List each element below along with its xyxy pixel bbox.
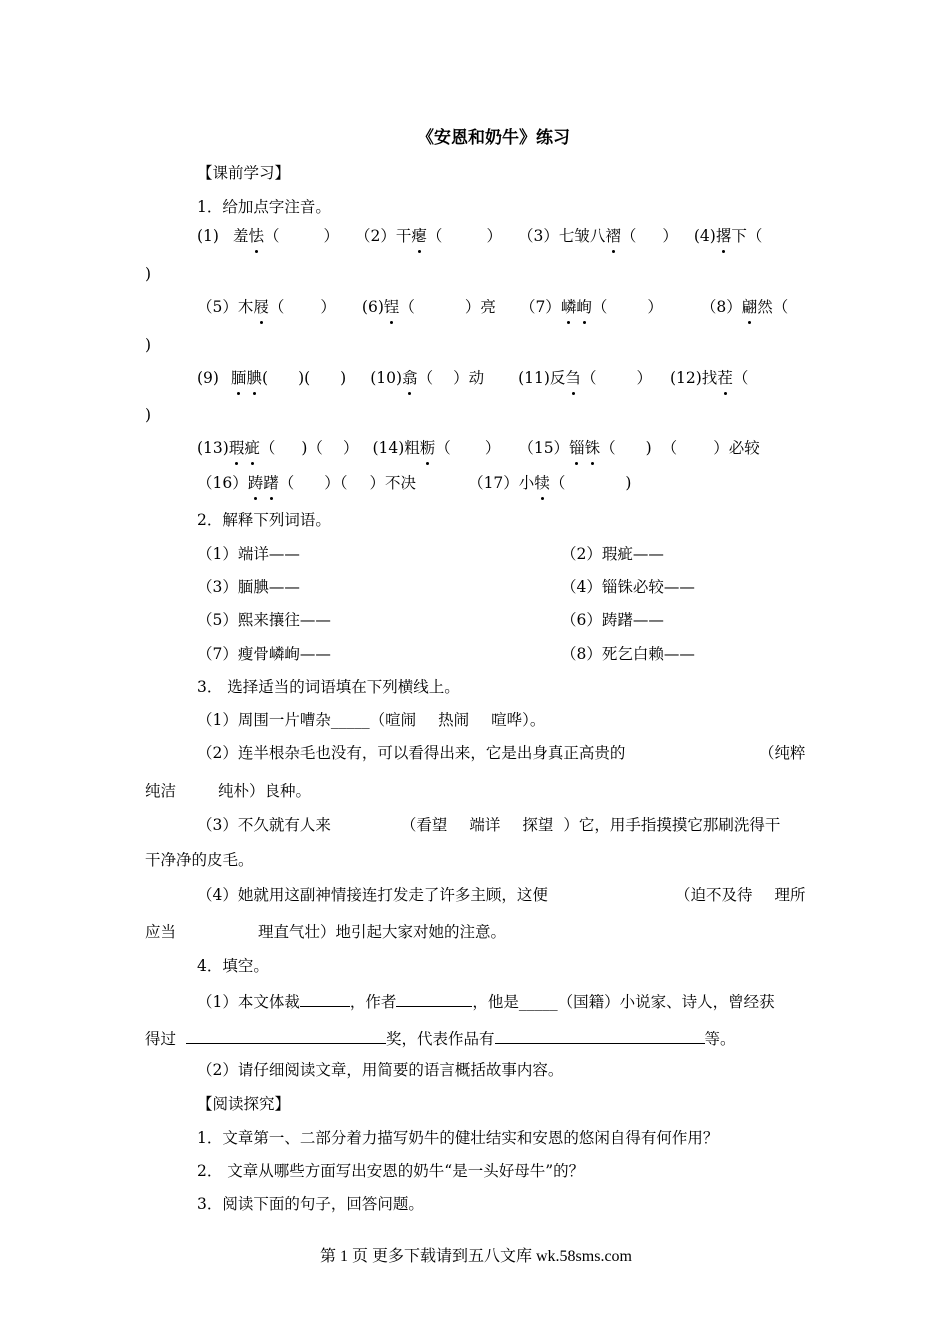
q1-text: （2）干 bbox=[355, 227, 412, 245]
q1-text: （8） bbox=[700, 298, 742, 316]
q1-dotted-char: 撂 bbox=[715, 227, 732, 245]
q1-text: （ bbox=[264, 227, 280, 245]
q3-sentence-1 bbox=[197, 710, 545, 730]
q1-text: ） bbox=[486, 227, 502, 245]
q1-dotted-char: 屐 bbox=[253, 298, 269, 316]
section-heading-pre-study: 【课前学习】 bbox=[197, 164, 291, 182]
q2-item: （7）瘦骨嶙峋—— bbox=[197, 645, 331, 663]
q1-text: （ bbox=[549, 474, 566, 492]
q3-sentence-2: （2）连半根杂毛也没有，可以看得出来，它是出身真正高贵的 bbox=[197, 744, 626, 762]
q1-text: )( bbox=[298, 369, 311, 387]
q3-text: （3）不久就有人来 bbox=[197, 816, 331, 834]
q4-text: ，作者 bbox=[349, 993, 397, 1011]
q1-text: ) bbox=[340, 369, 347, 387]
q1-text: ） bbox=[647, 298, 663, 316]
q3-sentence-3-wrap: 干净净的皮毛。 bbox=[145, 851, 254, 869]
q3-text: ）它，用手指摸摸它那刷洗得干 bbox=[563, 816, 781, 834]
q1-text: （3）七皱八 bbox=[517, 227, 606, 245]
q1-text: （ bbox=[661, 439, 678, 457]
q1-text: （17）小 bbox=[468, 474, 535, 492]
q1-dotted-char: 腆 bbox=[246, 369, 262, 387]
q3-sentence-4: （4）她就用这副神情接连打发走了许多主顾，这便 bbox=[197, 886, 548, 904]
q1-text: （ bbox=[259, 439, 276, 457]
q1-dotted-char: 峋 bbox=[576, 298, 592, 316]
q1-text: (4) bbox=[693, 227, 716, 245]
answer-blank[interactable]: _____ bbox=[330, 711, 370, 729]
q4-text: ，他是 bbox=[472, 993, 519, 1011]
q3-text: 喧哗）。 bbox=[491, 711, 546, 729]
q2-item: （1）端详—— bbox=[197, 545, 300, 563]
q3-text: 纯洁 bbox=[145, 782, 177, 800]
q3-text: 端详 bbox=[469, 816, 501, 834]
q1-text: ( bbox=[262, 369, 269, 387]
q1-row-3-wrap: ) bbox=[145, 406, 152, 424]
q3-text: 理所 bbox=[774, 886, 806, 904]
q3-text: 纯朴）良种。 bbox=[218, 782, 312, 800]
answer-blank[interactable] bbox=[396, 990, 472, 1007]
q1-dotted-char: 疵 bbox=[244, 439, 260, 457]
q1-row-5 bbox=[197, 473, 631, 493]
q1-text: （ bbox=[278, 474, 295, 492]
q1-dotted-char: 铢 bbox=[584, 439, 601, 457]
q1-text: ）必较 bbox=[713, 439, 760, 457]
q3-sentence-4-options bbox=[675, 885, 806, 905]
q1-text: 然（ bbox=[757, 298, 789, 316]
q1-text: （ bbox=[399, 298, 415, 316]
q1-text: ) bbox=[625, 474, 632, 492]
q1-text: (12)找 bbox=[669, 369, 718, 387]
q1-text: ）亮 bbox=[464, 298, 496, 316]
section-heading-reading: 【阅读探究】 bbox=[197, 1095, 291, 1113]
q1-text: ） bbox=[320, 298, 336, 316]
answer-blank[interactable] bbox=[495, 1027, 705, 1044]
q2-item: （8）死乞白赖—— bbox=[561, 645, 695, 663]
q1-dotted-char: 粝 bbox=[419, 439, 436, 457]
q1-text: ）动 bbox=[453, 369, 485, 387]
q1-dotted-char: 翕 bbox=[402, 369, 418, 387]
reading-question: 1．文章第一、二部分着力描写奶牛的健壮结实和安恩的悠闲自得有何作用？ bbox=[197, 1129, 719, 1147]
q1-text: （ bbox=[732, 369, 749, 387]
q2-item: （6）踌躇—— bbox=[561, 611, 664, 629]
q3-sentence-4-wrap bbox=[145, 922, 506, 942]
q1-dotted-char: 锱 bbox=[569, 439, 585, 457]
q1-row-3 bbox=[197, 368, 748, 388]
q1-text: ） bbox=[484, 439, 501, 457]
q1-row-2-wrap: ) bbox=[145, 336, 152, 354]
q1-row-1-wrap: ) bbox=[145, 265, 152, 283]
q3-sentence-2-options: （纯粹 bbox=[759, 744, 806, 762]
q1-text: （16） bbox=[197, 474, 248, 492]
q2-item: （3）腼腆—— bbox=[197, 578, 300, 596]
q4-line-2 bbox=[145, 1027, 736, 1049]
q2-item: （2）瑕疵—— bbox=[561, 545, 664, 563]
q1-text: （ bbox=[268, 298, 285, 316]
q3-text: （迫不及待 bbox=[675, 886, 753, 904]
q1-dotted-char: 褶 bbox=[605, 227, 621, 245]
q1-dotted-char: 刍 bbox=[565, 369, 581, 387]
q3-sentence-3 bbox=[197, 815, 780, 835]
q1-dotted-char: 犊 bbox=[534, 474, 550, 492]
q1-row-4 bbox=[197, 438, 760, 458]
q1-text: ） bbox=[342, 439, 359, 457]
q1-text: ) bbox=[645, 439, 652, 457]
q1-text: （ bbox=[591, 298, 608, 316]
q4-text: 奖，代表作品有 bbox=[386, 1030, 495, 1048]
q1-text: (14)粗 bbox=[372, 439, 420, 457]
q1-text: (11)反 bbox=[518, 369, 566, 387]
q1-row-1 bbox=[197, 226, 762, 246]
q1-dotted-char: 腼 bbox=[230, 369, 247, 387]
q3-sentence-2-wrap bbox=[145, 781, 311, 801]
q1-dotted-char: 锃 bbox=[383, 298, 400, 316]
q4-text: 得过 bbox=[145, 1030, 177, 1048]
q1-text: （ bbox=[600, 439, 616, 457]
q1-text: (6) bbox=[361, 298, 384, 316]
q1-text: 下（ bbox=[731, 227, 763, 245]
q1-text: （5）木 bbox=[197, 298, 254, 316]
q4-text: （国籍）小说家、诗人，曾经获 bbox=[557, 993, 775, 1011]
q4-line-3: （2）请仔细阅读文章，用简要的语言概括故事内容。 bbox=[197, 1061, 564, 1079]
q1-row-2 bbox=[197, 297, 788, 317]
q3-heading: 3． 选择适当的词语填在下列横线上。 bbox=[197, 678, 460, 696]
q1-text: ）不决 bbox=[369, 474, 417, 492]
q2-item: （4）锱铢必较—— bbox=[561, 578, 695, 596]
q1-dotted-char: 翩 bbox=[741, 298, 758, 316]
q1-text: ） bbox=[636, 369, 652, 387]
q1-heading: 1．给加点字注音。 bbox=[197, 198, 331, 216]
q1-text: （ bbox=[620, 227, 637, 245]
q1-dotted-char: 怯 bbox=[248, 227, 264, 245]
q3-text: （喧闹 bbox=[369, 711, 417, 729]
q4-heading: 4．填空。 bbox=[197, 957, 269, 975]
q1-text: （ bbox=[580, 369, 597, 387]
q1-text: （ bbox=[435, 439, 451, 457]
q1-dotted-char: 躇 bbox=[263, 474, 279, 492]
q2-item: （5）熙来攘往—— bbox=[197, 611, 331, 629]
q1-text: （ bbox=[426, 227, 443, 245]
q1-text: (13) bbox=[197, 439, 229, 457]
q1-text: ） bbox=[323, 227, 340, 245]
q1-text: )（ bbox=[301, 439, 323, 457]
q1-dotted-char: 茬 bbox=[717, 369, 733, 387]
q3-text: 探望 bbox=[522, 816, 554, 834]
q4-text: 等。 bbox=[704, 1030, 736, 1048]
answer-blank[interactable] bbox=[300, 990, 350, 1007]
q3-text: 热闹 bbox=[438, 711, 470, 729]
q1-text: ） bbox=[662, 227, 678, 245]
answer-blank[interactable]: _____ bbox=[518, 993, 558, 1011]
q1-text: (1) bbox=[197, 227, 219, 245]
q3-text: 理直气壮）地引起大家对她的注意。 bbox=[258, 923, 507, 941]
q1-dotted-char: 嶙 bbox=[560, 298, 577, 316]
q3-text: 应当 bbox=[145, 923, 177, 941]
q1-text: 羞 bbox=[232, 227, 249, 245]
q1-text: （ bbox=[417, 369, 434, 387]
q1-dotted-char: 瑕 bbox=[228, 439, 245, 457]
q1-text: (9) bbox=[197, 369, 219, 387]
q4-line-1 bbox=[197, 990, 775, 1012]
page-footer: 第 1 页 更多下载请到五八文库 wk.58sms.com bbox=[320, 1248, 633, 1265]
q1-text: (10) bbox=[370, 369, 403, 387]
q4-text: （1）本文体裁 bbox=[197, 993, 300, 1011]
q3-text: （看望 bbox=[400, 816, 448, 834]
q1-text: （15） bbox=[518, 439, 570, 457]
q1-text: （7） bbox=[519, 298, 561, 316]
q1-dotted-char: 踌 bbox=[247, 474, 264, 492]
q3-text: （1）周围一片嘈杂 bbox=[197, 711, 331, 729]
q1-dotted-char: 瘪 bbox=[411, 227, 427, 245]
reading-question: 2． 文章从哪些方面写出安恩的奶牛“是一头好母牛”的？ bbox=[197, 1162, 585, 1180]
reading-question: 3．阅读下面的句子，回答问题。 bbox=[197, 1195, 424, 1213]
q2-heading: 2．解释下列词语。 bbox=[197, 511, 331, 529]
page-title: 《安恩和奶牛》练习 bbox=[417, 128, 570, 148]
q1-text: ）（ bbox=[324, 474, 348, 492]
answer-blank[interactable] bbox=[186, 1027, 386, 1044]
